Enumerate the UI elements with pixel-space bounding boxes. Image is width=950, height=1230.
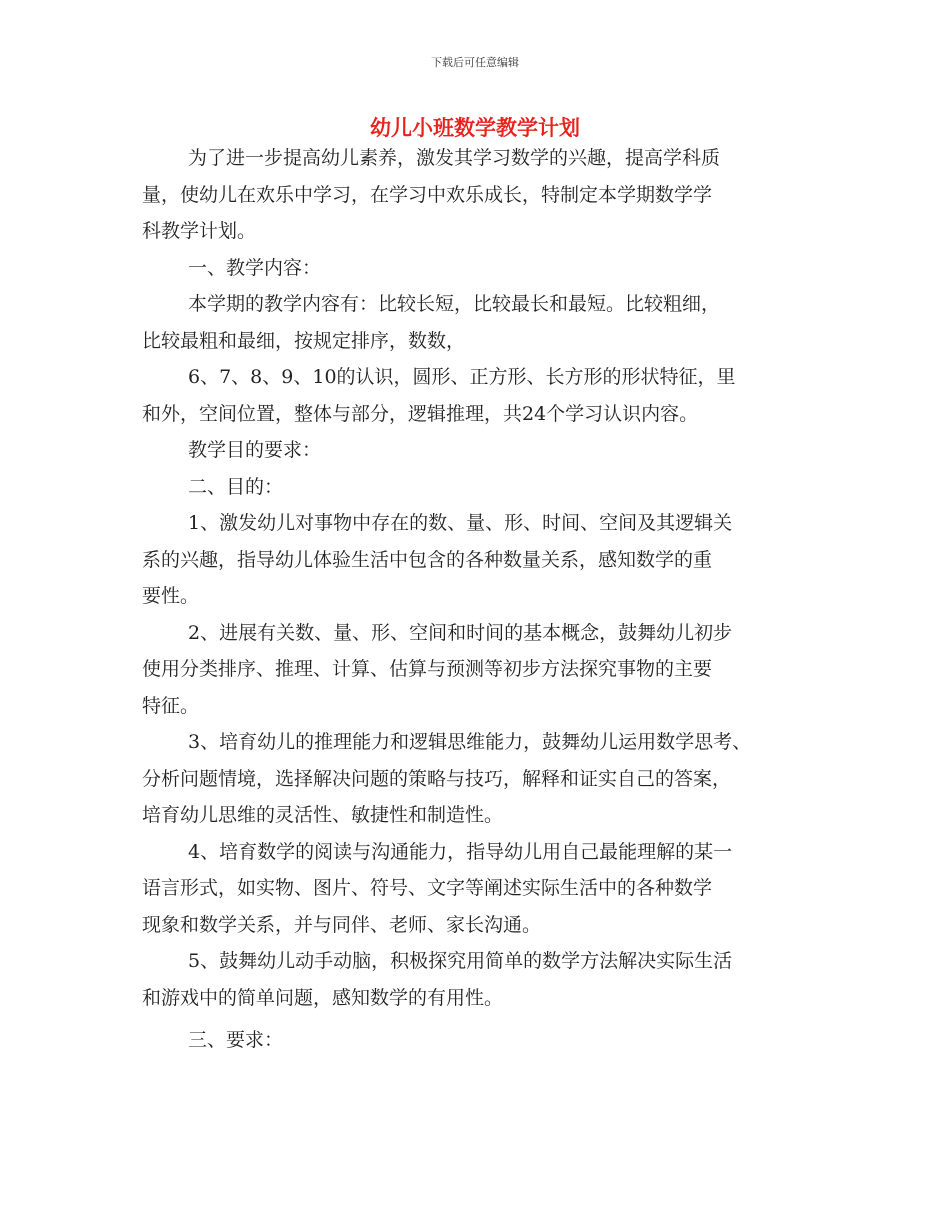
body-line: 比较最粗和最细，按规定排序，数数， (142, 329, 466, 352)
body-line: 现象和数学关系，并与同伴、老师、家长沟通。 (142, 913, 542, 936)
document-body (142, 140, 832, 1059)
body-line: 为了进一步提高幼儿素养，激发其学习数学的兴趣，提高学科质 (188, 147, 721, 169)
section-heading: 二、目的： (188, 475, 284, 498)
body-line: 4、培育数学的阅读与沟通能力，指导幼儿用自己最能理解的某一 (188, 840, 733, 863)
body-line: 分析问题情境，选择解决问题的策略与技巧，解释和证实自己的答案， (142, 767, 732, 790)
document-title: 幼儿小班数学教学计划 (370, 115, 580, 140)
body-line: 语言形式，如实物、图片、符号、文字等阐述实际生活中的各种数学 (142, 877, 713, 899)
body-line: 5、鼓舞幼儿动手动脑，积极探究用简单的数学方法解决实际生活 (188, 950, 733, 972)
section-heading: 三、要求： (188, 1029, 284, 1051)
body-line: 要性。 (142, 585, 200, 607)
body-line: 1、激发幼儿对事物中存在的数、量、形、时间、空间及其逻辑关 (188, 512, 733, 534)
body-line: 和游戏中的简单问题，感知数学的有用性。 (142, 986, 504, 1009)
section-heading: 一、教学内容： (188, 256, 322, 279)
body-line: 特征。 (142, 694, 200, 717)
body-line: 和外，空间位置，整体与部分，逻辑推理，共24个学习认识内容。 (142, 402, 699, 425)
page-header: 下载后可任意编辑 (431, 56, 519, 69)
section-heading: 教学目的要求： (188, 439, 322, 461)
body-line: 量，使幼儿在欢乐中学习，在学习中欢乐成长，特制定本学期数学学 (142, 183, 713, 206)
body-line: 6、7、8、9、10的认识，圆形、正方形、长方形的形状特征，里 (188, 366, 736, 388)
body-line: 2、进展有关数、量、形、空间和时间的基本概念，鼓舞幼儿初步 (188, 621, 733, 644)
body-line: 本学期的教学内容有：比较长短，比较最长和最短。比较粗细， (188, 293, 721, 315)
body-line: 3、培育幼儿的推理能力和逻辑思维能力，鼓舞幼儿运用数学思考、 (188, 731, 752, 753)
body-line: 科教学计划。 (142, 220, 257, 242)
body-line: 系的兴趣，指导幼儿体验生活中包含的各种数量关系，感知数学的重 (142, 548, 713, 571)
body-line: 培育幼儿思维的灵活性、敏捷性和制造性。 (142, 804, 504, 826)
body-line: 使用分类排序、推理、计算、估算与预测等初步方法探究事物的主要 (142, 658, 713, 680)
